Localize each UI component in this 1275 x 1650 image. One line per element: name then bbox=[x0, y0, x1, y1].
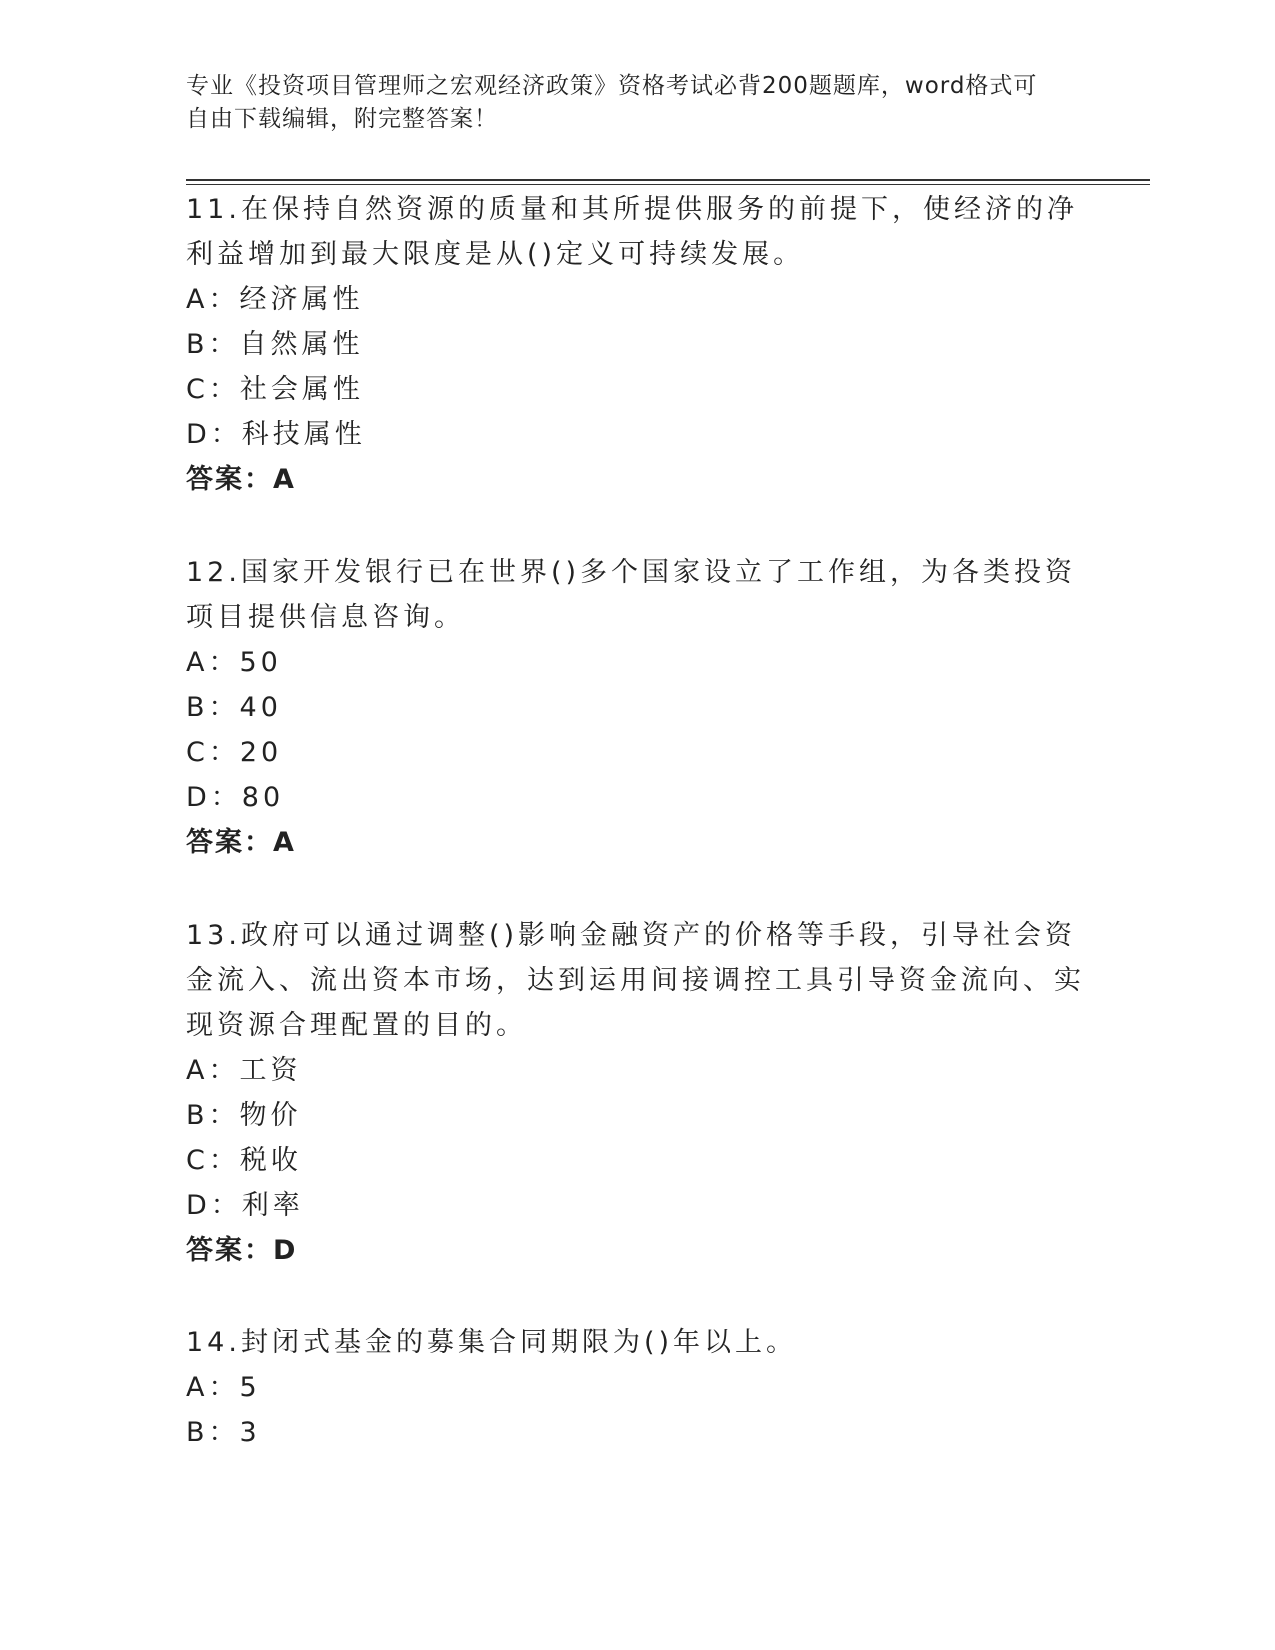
option-d: D：科技属性 bbox=[186, 419, 366, 450]
option-c: C：税收 bbox=[186, 1145, 302, 1176]
question-13 bbox=[186, 913, 1086, 1273]
option-b: B：3 bbox=[186, 1417, 261, 1448]
answer: 答案：A bbox=[186, 464, 296, 495]
header-line-1: 专业《投资项目管理师之宏观经济政策》资格考试必背200题题库，word格式可 bbox=[186, 73, 1038, 99]
option-b: B：物价 bbox=[186, 1100, 302, 1131]
document-header bbox=[186, 70, 1066, 136]
option-d: D：利率 bbox=[186, 1190, 304, 1221]
answer: 答案：A bbox=[186, 827, 296, 858]
option-a: A：50 bbox=[186, 647, 282, 678]
question-11 bbox=[186, 187, 1086, 502]
question-stem: 12.国家开发银行已在世界()多个国家设立了工作组，为各类投资项目提供信息咨询。 bbox=[186, 557, 1077, 633]
question-14 bbox=[186, 1320, 1086, 1455]
header-line-2: 自由下载编辑，附完整答案！ bbox=[186, 106, 498, 132]
answer: 答案：D bbox=[186, 1235, 298, 1266]
question-12 bbox=[186, 550, 1086, 865]
option-c: C：社会属性 bbox=[186, 374, 364, 405]
question-stem: 11.在保持自然资源的质量和其所提供服务的前提下，使经济的净利益增加到最大限度是从()定义可持续发展。 bbox=[186, 194, 1078, 270]
header-divider-thin bbox=[186, 184, 1150, 185]
question-stem: 13.政府可以通过调整()影响金融资产的价格等手段，引导社会资金流入、流出资本市场，达到运用间接调控工具引导资金流向、实现资源合理配置的目的。 bbox=[186, 920, 1085, 1041]
option-a: A：5 bbox=[186, 1372, 261, 1403]
question-stem: 14.封闭式基金的募集合同期限为()年以上。 bbox=[186, 1327, 798, 1358]
option-c: C：20 bbox=[186, 737, 283, 768]
option-b: B：40 bbox=[186, 692, 282, 723]
option-a: A：经济属性 bbox=[186, 284, 364, 315]
option-b: B：自然属性 bbox=[186, 329, 364, 360]
header-divider-thick bbox=[186, 179, 1150, 181]
option-d: D：80 bbox=[186, 782, 285, 813]
option-a: A：工资 bbox=[186, 1055, 302, 1086]
